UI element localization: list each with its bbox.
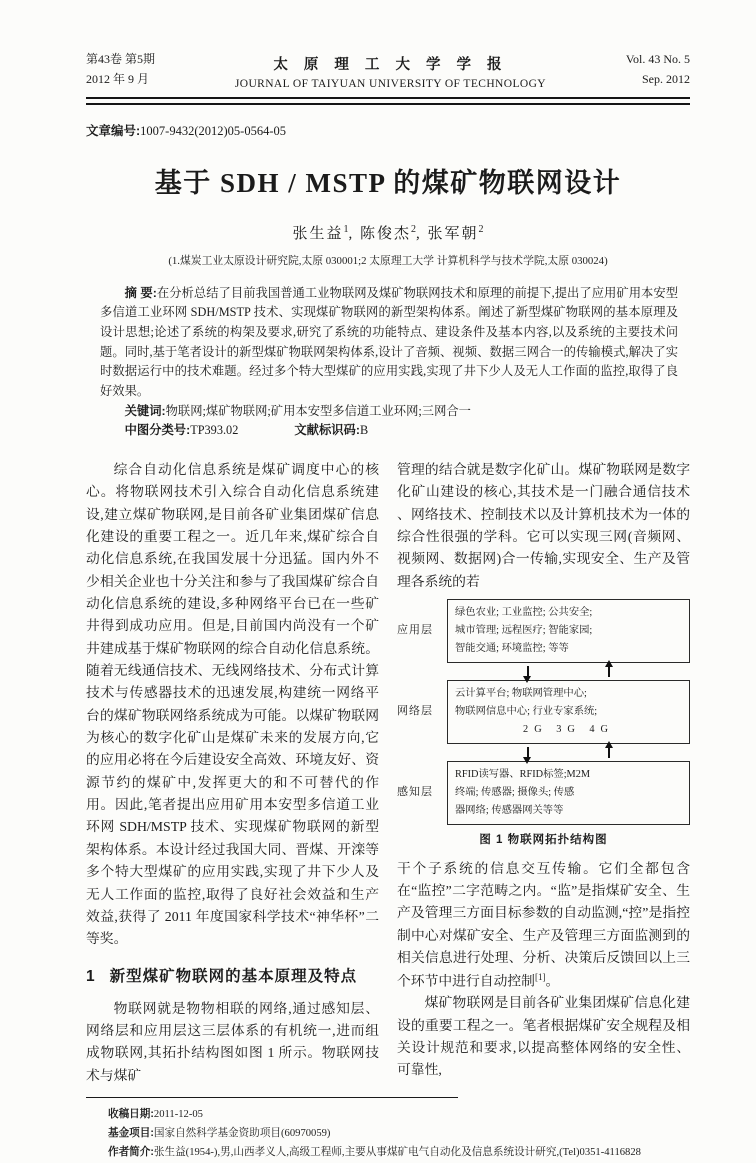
keywords-text: 物联网;煤矿物联网;矿用本安型多信道工业环网;三网合一 [165,403,471,418]
author-2: 陈俊杰$^2$, [359,223,422,242]
layer-label-perception: 感知层 [397,786,433,799]
network-line-1: 云计算平台; 物联网管理中心; [455,688,587,700]
down-arrow-icon [527,747,529,758]
layer-box-perception [447,761,690,825]
left-column [86,459,379,1087]
right-paragraph-2: 干个子系统的信息交互传输。它们全都包含在“监控”二字范畴之内。“监”是指煤矿安全、生产及管理三方面目标参数的自动监测,“控”是指控制中心对煤矿安全、生产及管理三方面监测到的相关信息进行处理、分析、决策后反馈回以上三个环节中进行自动控制[1]。 [397,860,690,989]
layer-box-application [447,599,690,663]
right-paragraph-1: 管理的结合就是数字化矿山。煤矿物联网是数字化矿山建设的核心,其技术是一门融合通信技术 、网络技术、控制技术以及计算机技术为一体的综合性很强的学科。它可以实现三网(音频网、视频网、数据网)合一传输,实现安全、生产及管理各系统的若 [397,461,690,589]
doc-code-value: B [359,423,369,438]
fund-label: 基金项目: [108,1127,154,1140]
down-arrow-icon [527,666,529,677]
received-value: 2011-12-05 [153,1109,203,1121]
journal-title-cn: 太 原 理 工 大 学 学 报 [273,56,508,73]
footnote-bio [86,1143,690,1162]
author-line [86,222,690,243]
body-columns [86,459,690,1087]
keywords-label: 关键词: [124,403,166,418]
abstract-label: 摘 要: [124,285,157,300]
up-arrow-icon [608,747,610,758]
application-line-1: 绿色农业; 工业监控; 公共安全; [455,607,593,619]
classification-line [100,421,678,441]
received-label: 收稿日期: [108,1108,154,1121]
layer-label-application: 应用层 [397,624,433,637]
date-en: Sep. 2012 [642,71,690,86]
bio-label: 作者简介: [108,1146,154,1159]
bio-value: 张生益(1954-),男,山西孝义人,高级工程师,主要从事煤矿电气自动化及信息系统设计研究,(Tel)0351-4116828 [153,1147,641,1159]
up-arrow-icon [608,666,610,677]
article-number-value: 1007-9432(2012)05-0564-05 [140,123,286,138]
author-1: 张生益$^1$, [292,223,355,242]
arrows-network-perception [447,744,690,761]
date-cn: 2012 年 9 月 [86,71,150,86]
perception-line-3: 器网络; 传感器网关等等 [455,805,564,817]
section-1-number: 1 [86,967,96,985]
section-1-heading [86,964,379,989]
perception-line-2: 终端; 传感器; 摄像头; 传感 [455,787,575,799]
application-line-2: 城市管理; 远程医疗; 智能家园; [455,625,593,637]
volume-issue: 第43卷 第5期 [86,52,156,66]
header-center-block [155,53,626,90]
header-left-block [86,50,155,90]
figure-1-caption: 图 1 物联网拓扑结构图 [479,834,608,847]
layer-label-network: 网络层 [397,705,433,718]
application-line-3: 智能交通; 环境监控; 等等 [455,643,569,655]
volume-en: Vol. 43 No. 5 [625,52,690,66]
perception-line-1: RFID读写器、RFID标签;M2M [455,769,591,781]
section-1-title: 新型煤矿物联网的基本原理及特点 [109,967,358,985]
author-3: 张军朝$^2$ [427,223,484,242]
journal-header [86,50,690,90]
footnotes-block [86,1097,690,1163]
header-right-block [626,50,690,90]
citation-ref-1: [1] [534,971,546,982]
figure-1 [397,599,690,850]
right-column [397,459,690,1087]
left-paragraph-2: 物联网就是物物相联的网络,通过感知层、网络层和应用层这三层体系的有机统一,进而组成物联网,其拓扑结构图如图 1 所示。物联网技术与煤矿 [86,1000,379,1083]
layer-box-network [447,680,690,744]
paper-title: 基于 SDH / MSTP 的煤矿物联网设计 [154,167,622,198]
footnote-fund [86,1124,690,1143]
abstract-block [100,284,678,441]
figure-layer-application [397,599,690,663]
network-line-2: 物联网信息中心; 行业专家系统; [455,706,598,718]
abstract-text: 在分析总结了目前我国普通工业物联网及煤矿物联网技术和原理的前提下,提出了应用矿用本安型多信道工业环网 SDH/MSTP 技术、实现煤矿物联网的新型架构体系。阐述了新型煤矿物联网的基本原理及设计思想;论述了系统的构架及要求,研究了系统的功能特点、建设条件及基本内容,以及系统的主要技术问题。同时,基于笔者设计的新型煤矿物联网架构体系,设计了音频、视频、数据三网合一的传输模式,解决了实时数据运行中的技术难题。经过多个特大型煤矿的应用实践,实现了井下少人及无人工作面的监控,取得了良好效果。 [100,285,679,398]
header-double-rule [86,97,690,105]
keywords-line [100,402,678,422]
right-paragraph-3: 煤矿物联网是目前各矿业集团煤矿信息化建设的重要工程之一。笔者根据煤矿安全规程及相关设计规范和要求,以提高整体网络的安全性、可靠性, [397,995,690,1078]
article-number-label: 文章编号: [86,123,141,138]
clc-value: TP393.02 [190,423,239,438]
article-number-line [86,121,690,139]
figure-layer-perception [397,761,690,825]
journal-title-en: JOURNAL OF TAIYUAN UNIVERSITY OF TECHNOLOGY [234,77,546,90]
footnote-received [86,1105,690,1124]
doc-code-label: 文献标识码: [294,423,360,438]
fund-value: 国家自然科学基金资助项目(60970059) [153,1128,331,1140]
abstract-paragraph [100,284,678,402]
footnote-rule [86,1097,458,1098]
figure-layer-network [397,680,690,744]
left-paragraph-1: 综合自动化信息系统是煤矿调度中心的核心。将物联网技术引入综合自动化信息系统建设,建立煤矿物联网,是目前各矿业集团煤矿信息化建设的重要工程之一。近几年来,煤矿综合自动化信息系统,在我国发展十分迅猛。国内外不少相关企业也十分关注和参与了我国煤矿综合自动化信息系统的建设,多种网络平台已在一些矿井得到成功应用。但是,目前国内尚没有一个矿井建成基于煤矿物联网的综合自动化信息系统。随着无线通信技术、无线网络技术、分布式计算技术与传感器技术的迅速发展,构建统一网络平台的煤矿物联网络系统成为可能。以煤矿物联网为核心的数字化矿山是煤矿未来的发展方向,它的应用必将在今后建设安全高效、环境友好、资源节约的煤矿中,发挥更大的和不可替代的作用。因此,笔者提出应用矿用本安型多信道工业环网 SDH/MSTP 技术、实现煤矿物联网的新型架构体系。本设计经过我国大同、晋煤、开滦等多个特大型煤矿的应用实践,实现了井下少人及无人工作面的监控,取得了良好社会效益和生产效益,获得了 2011 年度国家科学技术“神华杯”二等奖。 [86,461,379,947]
arrows-app-network [447,663,690,680]
clc-label: 中图分类号: [124,423,191,438]
affiliation: (1.煤炭工业太原设计研究院,太原 030001;2 太原理工大学 计算机科学与技术学院,太原 030024) [168,254,608,267]
network-line-3: 2G 3G 4G [523,724,614,736]
